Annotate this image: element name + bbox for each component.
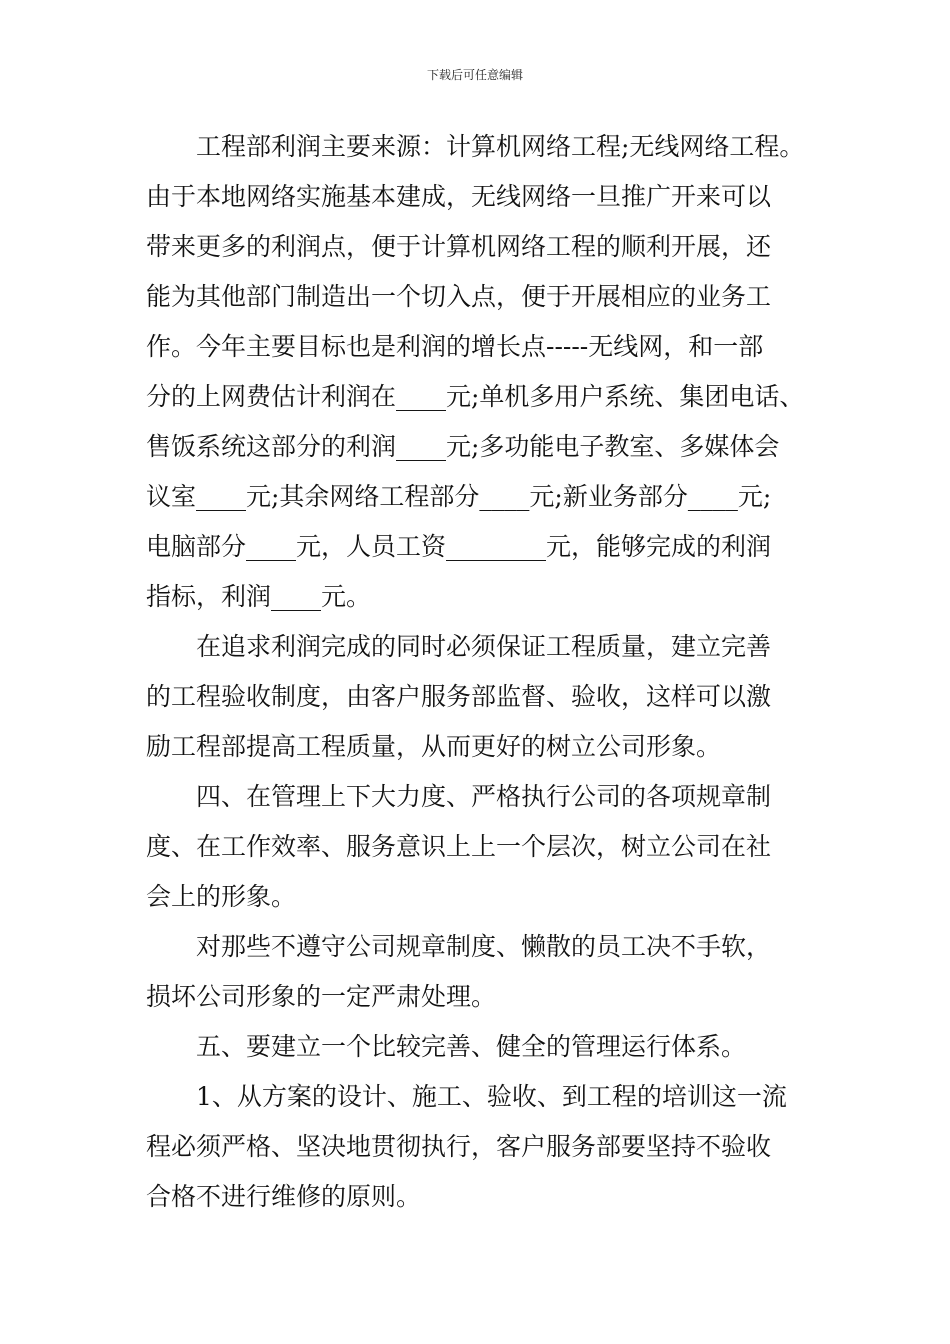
paragraph <box>146 1022 826 1072</box>
text-line: 对那些不遵守公司规章制度、懒散的员工决不手软， <box>196 932 772 961</box>
text-line: 工程部利润主要来源：计算机网络工程;无线网络工程。 <box>196 132 805 161</box>
text-line: 五、要建立一个比较完善、健全的管理运行体系。 <box>196 1032 747 1061</box>
text-line: 能为其他部门制造出一个切入点，便于开展相应的业务工 <box>146 282 772 311</box>
paragraph <box>146 622 826 772</box>
text-line: 1、从方案的设计、施工、验收、到工程的培训这一流 <box>196 1082 787 1111</box>
text-line: 四、在管理上下大力度、严格执行公司的各项规章制 <box>196 782 772 811</box>
text-line: 的工程验收制度，由客户服务部监督、验收，这样可以激 <box>146 682 772 711</box>
text-line: 励工程部提高工程质量，从而更好的树立公司形象。 <box>146 732 722 761</box>
text-line: 售饭系统这部分的利润____元;多功能电子教室、多媒体会 <box>146 432 780 461</box>
text-line: 度、在工作效率、服务意识上上一个层次，树立公司在社 <box>146 832 772 861</box>
text-line: 电脑部分____元，人员工资________元，能够完成的利润 <box>146 532 772 561</box>
text-line: 分的上网费估计利润在____元;单机多用户系统、集团电话、 <box>146 382 805 411</box>
paragraph <box>146 922 826 1022</box>
text-line: 合格不进行维修的原则。 <box>146 1182 422 1211</box>
page-header-note: 下载后可任意编辑 <box>426 68 523 82</box>
text-line: 会上的形象。 <box>146 882 297 911</box>
text-line: 在追求利润完成的同时必须保证工程质量，建立完善 <box>196 632 772 661</box>
paragraph <box>146 122 826 622</box>
paragraph <box>146 772 826 922</box>
paragraph <box>146 1072 826 1222</box>
text-line: 带来更多的利润点，便于计算机网络工程的顺利开展，还 <box>146 232 772 261</box>
text-line: 程必须严格、坚决地贯彻执行，客户服务部要坚持不验收 <box>146 1132 772 1161</box>
text-line: 议室____元;其余网络工程部分____元;新业务部分____元; <box>146 482 772 511</box>
text-line: 指标，利润____元。 <box>146 582 372 611</box>
text-line: 作。今年主要目标也是利润的增长点-----无线网，和一部 <box>146 332 764 361</box>
text-line: 损坏公司形象的一定严肃处理。 <box>146 982 497 1011</box>
text-line: 由于本地网络实施基本建成，无线网络一旦推广开来可以 <box>146 182 772 211</box>
document-body <box>146 122 826 1222</box>
